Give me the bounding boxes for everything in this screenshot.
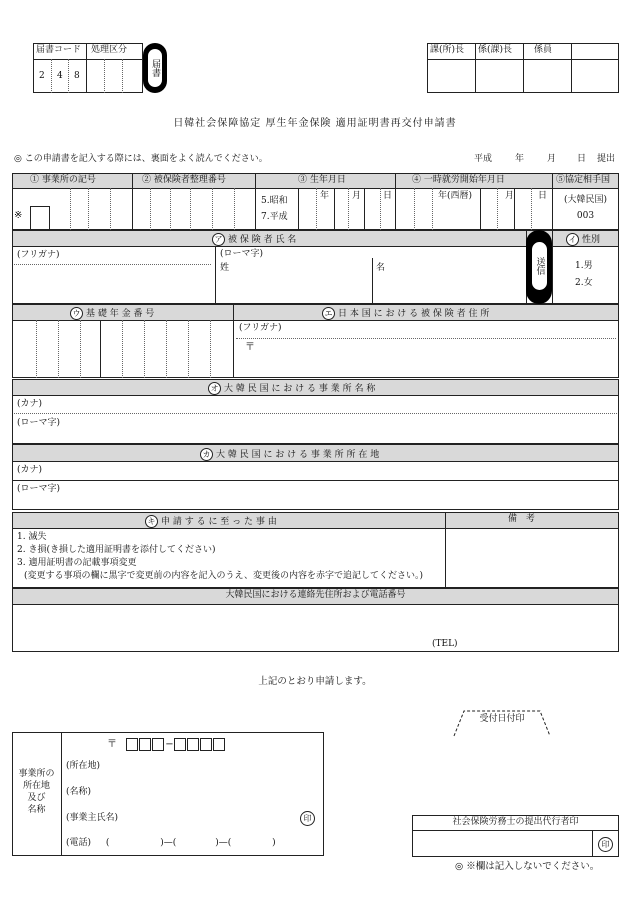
reason-item-note: (変更する事項の欄に黒字で変更前の内容を記入のうえ、変更後の内容を赤字で追記してください。)	[24, 571, 424, 581]
start-day: 日	[538, 191, 548, 201]
reason-item-3: 3. 適用証明書の記載事項変更	[17, 558, 137, 568]
applicant-phone: (電話) ( )—( )—( )	[66, 838, 276, 848]
row1-h5: ⑤協定相手国	[556, 175, 611, 185]
reason-header: キ 申 請 す る に 至 っ た 事 由	[145, 515, 277, 528]
form-title: 日韓社会保障協定 厚生年金保険 適用証明書再交付申請書	[173, 118, 457, 129]
agent-seal: 印	[598, 837, 616, 852]
pension-header: ウ 基 礎 年 金 番 号	[70, 307, 154, 320]
applicant-side-label: 事業所の 所在地 及び 名称	[18, 769, 55, 815]
sex-male: 1.男	[575, 261, 593, 271]
todoke-badge	[143, 43, 167, 93]
era-heisei: 7.平成	[261, 212, 288, 222]
reason-item-2: 2. き損(き損した適用証明書を添付してください)	[17, 545, 216, 555]
form-code-label: 届書コード	[36, 45, 82, 55]
todoke-badge-text: 届書	[148, 49, 162, 87]
office-name-kana: (カナ)	[17, 399, 43, 409]
approver-1: 課(所)長	[430, 45, 465, 55]
applicant-owner: (事業主氏名)	[66, 813, 119, 823]
contact-tel: (TEL)	[432, 639, 458, 649]
process-label: 処理区分	[91, 45, 128, 55]
sex-female: 2.女	[575, 278, 593, 288]
declaration: 上記のとおり申請します。	[258, 676, 372, 687]
applicant-name: (名称)	[66, 787, 92, 797]
start-month: 月	[505, 191, 515, 201]
row1-h1: ① 事業所の記号	[30, 175, 96, 185]
soushin-badge	[526, 230, 552, 304]
approver-3: 係員	[534, 45, 553, 55]
row1-h3: ③ 生年月日	[298, 175, 346, 185]
soushin-text: 送信	[532, 242, 547, 290]
instruction: ◎ この申請書を記入する際には、裏面をよく読んでください。	[14, 154, 268, 164]
applicant-address: (所在地)	[66, 761, 101, 771]
name-furigana: (フリガナ)	[17, 250, 60, 260]
office-name-roman: (ローマ字)	[17, 418, 61, 428]
country-name: (大韓民国)	[563, 195, 608, 205]
sex-header: イ 性別	[566, 233, 600, 246]
remarks-header: 備 考	[508, 514, 538, 524]
form-code-digit-2: 4	[57, 71, 63, 81]
address-jp-furigana: (フリガナ)	[239, 323, 282, 333]
office-address-header: カ 大 韓 民 国 に お け る 事 業 所 所 在 地	[200, 448, 379, 461]
start-year: 年(西暦)	[438, 191, 473, 201]
office-address-kana: (カナ)	[17, 465, 43, 475]
row1-h4: ④ 一時就労開始年月日	[412, 175, 505, 185]
country-code: 003	[576, 211, 595, 221]
applicant-postal: 〒 −	[107, 738, 226, 751]
applicant-seal: 印	[300, 811, 318, 826]
birth-day: 日	[383, 191, 393, 201]
reason-item-1: 1. 滅失	[17, 532, 47, 542]
address-jp-header: エ 日 本 国 に お け る 被 保 険 者 住 所	[322, 307, 489, 320]
contact-header: 大韓民国における連絡先住所および電話番号	[225, 590, 406, 600]
name-header: ア 被 保 険 者 氏 名	[212, 233, 296, 246]
era-showa: 5.昭和	[261, 196, 288, 206]
submit-date: 平成 年 月 日 提出	[474, 154, 616, 164]
name-roman: (ローマ字)	[220, 249, 264, 259]
receipt-stamp-label: 受付日付印	[479, 714, 525, 724]
address-jp-postal: 〒	[245, 342, 255, 353]
given-name-label: 名	[376, 263, 386, 273]
office-address-roman: (ローマ字)	[17, 484, 61, 494]
footer-note: ◎ ※欄は記入しないでください。	[455, 861, 600, 872]
surname-label: 姓	[220, 263, 230, 273]
approver-2: 係(課)長	[478, 45, 513, 55]
form-code-digit-3: 8	[74, 71, 80, 81]
birth-year: 年	[320, 191, 330, 201]
asterisk-mark: ※	[14, 210, 23, 221]
office-name-header: オ 大 韓 民 国 に お け る 事 業 所 名 称	[208, 382, 375, 395]
agent-label: 社会保険労務士の提出代行者印	[452, 817, 579, 827]
birth-month: 月	[352, 191, 362, 201]
row1-h2: ② 被保険者整理番号	[142, 175, 226, 185]
form-code-digit-1: 2	[39, 71, 45, 81]
